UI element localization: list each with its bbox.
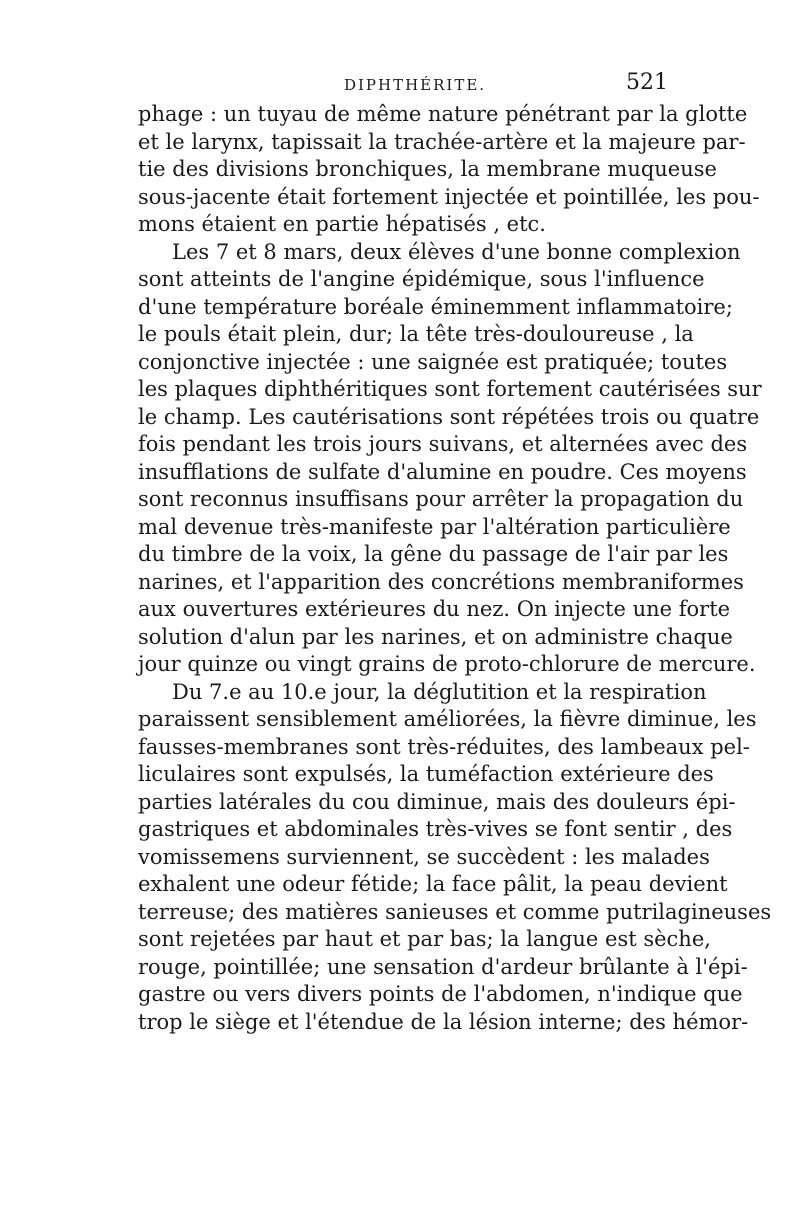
running-title: DIPHTHÉRITE. [343,76,487,94]
text-line: solution d'alun par les narines, et on administre chaque [138,624,733,649]
text-line: gastre ou vers divers points de l'abdomen, n'indique que [138,982,743,1006]
text-line: fois pendant les trois jours suivans, et alternées avec des [138,432,748,456]
text-line: d'une température boréale éminemment inflammatoire; [138,294,733,319]
text-line: trop le siège et l'étendue de la lésion interne; des hémor- [138,1009,749,1034]
text-line: mons étaient en partie hépatisés , etc. [138,212,546,236]
text-line: liculaires sont expulsés, la tuméfaction extérieure des [138,762,714,786]
text-line: du timbre de la voix, la gêne du passage de l'air par les [138,542,729,566]
text-line: rouge, pointillée; une sensation d'ardeur brûlante à l'épi- [138,954,748,979]
text-line: narines, et l'apparition des concrétions membraniformes [138,569,744,594]
text-line: exhalent une odeur fétide; la face pâlit, la peau devient [138,872,728,896]
text-line: insufflations de sulfate d'alumine en poudre. Ces moyens [138,459,747,484]
text-line: sous-jacente était fortement injectée et pointillée, les pou- [138,184,760,209]
text-line: sont rejetées par haut et par bas; la langue est sèche, [138,927,711,951]
text-line: parties latérales du cou diminue, mais des douleurs épi- [138,789,736,814]
text-line: mal devenue très-manifeste par l'altération particulière [138,514,731,539]
text-line: phage : un tuyau de même nature pénétrant par la glotte [138,102,748,126]
text-line: terreuse; des matières sanieuses et comme putrilagineuses [138,899,772,924]
text-line: tie des divisions bronchiques, la membrane muqueuse [138,157,717,181]
page-number: 521 [626,70,668,95]
text-body [138,101,772,1036]
text-line: sont reconnus insuffisans pour arrêter la propagation du [138,487,744,511]
text-line: gastriques et abdominales très-vives se font sentir , des [138,817,733,841]
text-line: Les 7 et 8 mars, deux élèves d'une bonne complexion [172,239,741,264]
text-line: le pouls était plein, dur; la tête très-douloureuse , la [138,322,694,346]
text-line: et le larynx, tapissait la trachée-artère et la majeure par- [138,129,746,154]
text-line: vomissemens surviennent, se succèdent : les malades [138,844,710,869]
text-line: sont atteints de l'angine épidémique, sous l'influence [138,267,705,291]
text-line: paraissent sensiblement améliorées, la fièvre diminue, les [138,707,757,731]
text-line: Du 7.e au 10.e jour, la déglutition et la respiration [172,679,707,704]
text-line: le champ. Les cautérisations sont répétées trois ou quatre [138,404,760,429]
text-line: aux ouvertures extérieures du nez. On injecte une forte [138,597,731,621]
text-line: jour quinze ou vingt grains de proto-chlorure de mercure. [138,652,756,676]
text-line: les plaques diphthéritiques sont fortement cautérisées sur [138,377,762,401]
text-line: conjonctive injectée : une saignée est pratiquée; toutes [138,349,728,374]
text-line: fausses-membranes sont très-réduites, des lambeaux pel- [138,734,750,759]
